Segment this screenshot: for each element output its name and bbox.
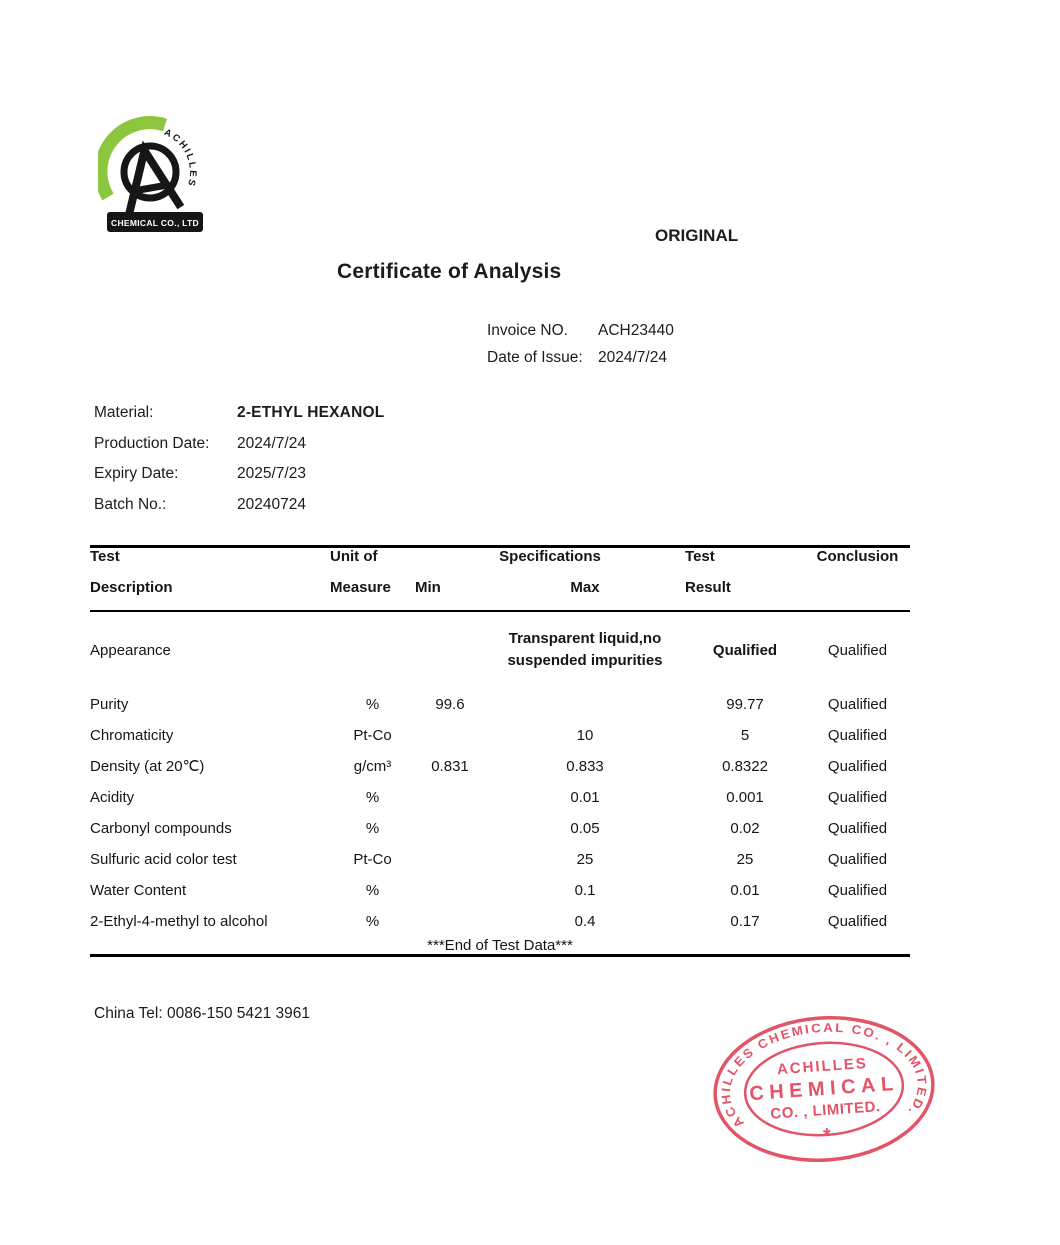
info-row: [94, 404, 384, 435]
header-max: Max: [485, 579, 685, 611]
header-conclusion: Conclusion: [816, 548, 899, 565]
cell-conclusion: Qualified: [827, 757, 888, 775]
appearance-spec-text: Transparent liquid,no suspended impurities: [507, 630, 663, 669]
cell-max: 0.4: [574, 912, 596, 930]
cell-conclusion: Qualified: [827, 912, 888, 930]
info-value: 2-ETHYL HEXANOL: [237, 404, 385, 421]
cell-min: [415, 875, 485, 906]
company-stamp-graphic: [702, 1008, 947, 1170]
cell-min: 0.831: [431, 757, 469, 775]
issue-date-label: Date of Issue:: [487, 349, 583, 366]
cell-max: 0.05: [570, 819, 600, 837]
cell-conclusion: Qualified: [827, 850, 888, 868]
cell-min: [415, 782, 485, 813]
stamp-line1: ACHILLES: [776, 1054, 869, 1079]
header-empty: [805, 579, 910, 611]
issue-date-row: [487, 349, 674, 376]
cell-min: [415, 720, 485, 751]
cell-min: 99.6: [435, 695, 465, 713]
logo-box-text: CHEMICAL CO., LTD: [111, 218, 199, 228]
invoice-number-row: [487, 322, 674, 349]
cell-max: 10: [576, 726, 594, 744]
cell-result: 25: [736, 850, 754, 868]
table-row: [90, 782, 910, 813]
cell-test: Water Content: [90, 881, 187, 899]
cell-test: Sulfuric acid color test: [90, 850, 237, 868]
test-table-body: [90, 611, 910, 937]
table-row: [90, 875, 910, 906]
cell-conclusion: Qualified: [827, 641, 888, 659]
cell-test: Density (at 20℃): [90, 758, 205, 775]
cell-unit: %: [365, 695, 380, 713]
invoice-block: [487, 322, 674, 376]
cell-min: [415, 906, 485, 937]
cell-test: Acidity: [90, 788, 135, 806]
stamp-line2: CHEMICAL: [748, 1072, 900, 1106]
cell-test: Appearance: [90, 641, 171, 659]
cell-unit: Pt-Co: [353, 726, 392, 744]
table-row: [90, 906, 910, 937]
cell-max: 0.01: [570, 788, 600, 806]
table-row: [90, 720, 910, 751]
cell-unit: %: [365, 912, 380, 930]
cell-conclusion: Qualified: [827, 881, 888, 899]
cell-result: 0.01: [730, 881, 760, 899]
info-label: Batch No.:: [94, 495, 167, 513]
cell-min: [415, 844, 485, 875]
cell-unit: g/cm³: [353, 757, 392, 775]
cell-conclusion: Qualified: [827, 726, 888, 744]
header-min: Min: [415, 579, 485, 611]
cell-max: 25: [576, 850, 594, 868]
table-row: [90, 689, 910, 720]
header-test-result-1: Test: [685, 548, 715, 565]
test-table: [90, 545, 910, 957]
table-row: [90, 813, 910, 844]
cell-min: [415, 611, 485, 689]
table-row: [90, 844, 910, 875]
cell-result: 99.77: [726, 695, 764, 713]
header-description: Description: [90, 579, 330, 611]
header-measure: Measure: [330, 579, 415, 611]
cell-unit: %: [365, 881, 380, 899]
cell-unit: %: [365, 788, 380, 806]
cell-result: 5: [740, 726, 750, 744]
info-value: 2025/7/23: [237, 465, 306, 482]
cell-result: 0.17: [730, 912, 760, 930]
stamp-line3: CO. , LIMITED.: [769, 1098, 882, 1123]
cell-unit: [330, 611, 415, 689]
cell-test: 2-Ethyl-4-methyl to alcohol: [90, 912, 268, 930]
table-row: [90, 611, 910, 689]
stamp-asterisk: *: [822, 1124, 832, 1148]
cell-unit: %: [365, 819, 380, 837]
cell-min: [415, 813, 485, 844]
info-row: [94, 435, 384, 466]
cell-result: 0.02: [730, 819, 760, 837]
company-logo-graphic: [98, 112, 210, 238]
info-row: [94, 496, 384, 527]
invoice-number-value: ACH23440: [598, 322, 674, 339]
header-test-result-2: Result: [685, 579, 805, 611]
end-of-test-data: ***End of Test Data***: [427, 936, 573, 954]
info-label: Production Date:: [94, 434, 210, 452]
cell-conclusion: Qualified: [827, 695, 888, 713]
header-unit-of: Unit of: [330, 548, 378, 565]
info-value: 20240724: [237, 495, 306, 513]
cell-unit: Pt-Co: [353, 850, 392, 868]
cell-result: Qualified: [712, 641, 778, 659]
logo-arc-text: ACHILLES: [162, 126, 199, 189]
original-label: ORIGINAL: [655, 226, 739, 245]
cell-test: Carbonyl compounds: [90, 819, 232, 837]
cell-test: Chromaticity: [90, 726, 174, 744]
page-title: Certificate of Analysis: [337, 260, 562, 283]
cell-test: Purity: [90, 695, 129, 713]
issue-date-value: 2024/7/24: [598, 349, 667, 366]
cell-result: 0.8322: [722, 757, 768, 775]
cell-result: 0.001: [726, 788, 764, 806]
cell-max: [485, 689, 685, 720]
cell-max: 0.1: [574, 881, 596, 899]
test-table-header: [90, 547, 910, 611]
material-info: [94, 404, 384, 526]
stamp-ring-text: ACHILLES CHEMICAL CO. , LIMITED.: [718, 1020, 930, 1131]
cell-max: [485, 611, 685, 689]
info-label: Expiry Date:: [94, 465, 179, 482]
header-specifications: Specifications: [499, 548, 601, 565]
info-label: Material:: [94, 404, 154, 421]
company-logo: [98, 112, 210, 243]
cell-conclusion: Qualified: [827, 788, 888, 806]
invoice-number-label: Invoice NO.: [487, 322, 568, 339]
cell-max: 0.833: [566, 757, 604, 775]
info-value: 2024/7/24: [237, 434, 306, 452]
contact-phone: China Tel: 0086-150 5421 3961: [94, 1005, 311, 1022]
table-row: [90, 751, 910, 782]
info-row: [94, 465, 384, 496]
header-test: Test: [90, 548, 120, 565]
cell-conclusion: Qualified: [827, 819, 888, 837]
company-stamp: [702, 1008, 947, 1175]
